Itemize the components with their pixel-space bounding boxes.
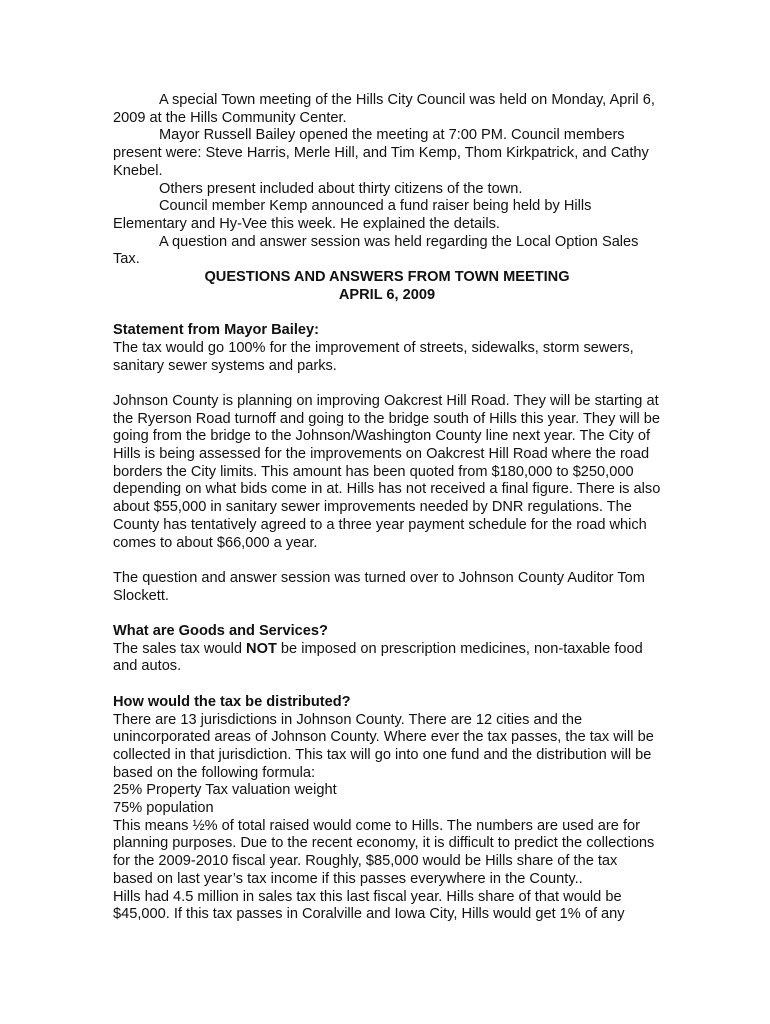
distribution-body: There are 13 jurisdictions in Johnson County. There are 12 cities and the unincorporated areas of Johnson County. Where ever the tax passes, the tax will be collected in that jurisdiction. This tax will go into one fund and the distribution will be based on the following formula:	[113, 711, 654, 781]
section-heading-goods-services: What are Goods and Services?	[113, 623, 328, 640]
document-title: QUESTIONS AND ANSWERS FROM TOWN MEETING	[204, 269, 570, 286]
intro-paragraph-qa-session: A question and answer session was held regarding the Local Option Sales Tax.	[113, 233, 639, 268]
mayor-statement-body: The tax would go 100% for the improvement of streets, sidewalks, storm sewers, sanitary sewer systems and parks.	[113, 339, 634, 374]
spacer	[113, 304, 661, 322]
distribution-explanation: This means ½% of total raised would come to Hills. The numbers are used are for planning purposes. Due to the recent economy, it is difficult to predict the collections for the 2009-2010 fiscal year. Roughly, $85,000 would be Hills share of the tax based on last year’s tax income if this passes everywhere in the County..	[113, 817, 655, 887]
section-heading-distribution: How would the tax be distributed?	[113, 693, 351, 710]
intro-paragraph-attendance: Mayor Russell Bailey opened the meeting at 7:00 PM. Council members present were: Steve Harris, Merle Hill, and Tim Kemp, Thom Kirkpatrick, and Cathy Knebel.	[113, 127, 649, 179]
intro-paragraph-citizens: Others present included about thirty citizens of the town.	[159, 180, 523, 197]
johnson-county-paragraph: Johnson County is planning on improving Oakcrest Hill Road. They will be starting at the Ryerson Road turnoff and going to the bridge south of Hills this year. They will be going from the bridge to the Johnson/Washington County line next year. The City of Hills is being assessed for the improvements on Oakcrest Hill Road where the road borders the City limits. This amount has been quoted from $180,000 to $250,000 depending on what bids come in at. Hills has not received a final figure. There is also about $55,000 in sanitary sewer improvements needed by DNR regulations. The County has tentatively agreed to a three year payment schedule for the road which comes to about $66,000 a year.	[113, 392, 661, 551]
hills-sales-tax-paragraph: Hills had 4.5 million in sales tax this last fiscal year. Hills share of that would be $45,000. If this tax passes in Coralville and Iowa City, Hills would get 1% of any	[113, 888, 625, 923]
spacer	[113, 605, 661, 623]
minutes-document	[113, 92, 661, 924]
spacer	[113, 552, 661, 570]
spacer	[113, 375, 661, 393]
spacer	[113, 676, 661, 694]
section-heading-mayor-statement: Statement from Mayor Bailey:	[113, 322, 319, 339]
goods-text-post: be imposed on prescription medicines, non-taxable food and autos.	[113, 640, 643, 675]
formula-line-population: 75% population	[113, 800, 214, 817]
goods-text-pre: The sales tax would	[113, 640, 247, 657]
goods-services-body	[113, 641, 661, 676]
formula-line-property-tax: 25% Property Tax valuation weight	[113, 782, 337, 799]
handover-paragraph: The question and answer session was turned over to Johnson County Auditor Tom Slockett.	[113, 569, 645, 604]
intro-paragraph-meeting: A special Town meeting of the Hills City Council was held on Monday, April 6, 2009 at the Hills Community Center.	[113, 92, 655, 126]
goods-text-emphasis: NOT	[246, 640, 277, 657]
intro-paragraph-fundraiser: Council member Kemp announced a fund raiser being held by Hills Elementary and Hy-Vee this week. He explained the details.	[113, 198, 592, 232]
document-date: APRIL 6, 2009	[338, 286, 436, 303]
